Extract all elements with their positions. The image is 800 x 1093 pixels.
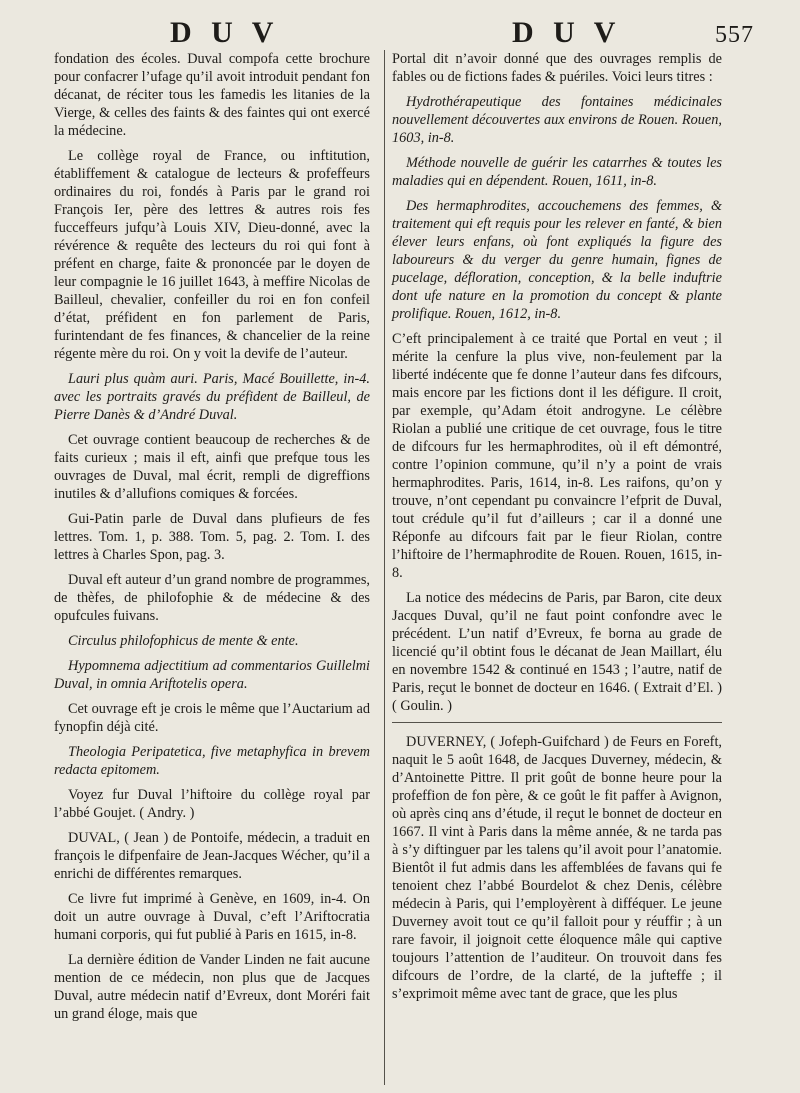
left-column [54,50,370,1030]
paragraph: C’eft principalement à ce traité que Portal en veut ; il mérite la cenfure la plus vive, non-feulement par la liberté indécente que fe donne l’auteur dans fes difcours, mais encore par les fictions dont il les défigure. Il croit, par exemple, qu’Adam étoit androgyne. Le célèbre Riolan a publié une critique de cet ouvrage, fous le titre de difcours fur les hermaphrodites, où il eft démontré, contre l’opinion commune, qu’il n’y a point de vrais hermaphrodites. Paris, 1614, in-8. Les raifons, qu’on y trouve, n’ont cependant pu convaincre l’efprit de Duval, tout crédule qu’il fut d’ailleurs ; car il a donné une Réponfe au difcours fait par le fieur Riolan, contre l’hiftoire de l’hermaphrodite de Rouen. Rouen, 1615, in-8. [392,331,722,581]
column-divider [384,50,385,1085]
paragraph: Cet ouvrage contient beaucoup de recherches & de faits curieux ; mais il eft, ainfi que prefque tous les ouvrages de Duval, mal écrit, rempli de digreffions inutiles & d’allufions comiques & forcées. [54,432,370,502]
paragraph: Des hermaphrodites, accouchemens des femmes, & traitement qui eft requis pour les relever en fanté, & bien élever leurs enfans, où font expliqués la figure des laboureurs & du verger du genre humain, fignes de pucelage, défloration, conception, & la belle induftrie dont ufe nature en la promotion du concept & plante prolifique. Rouen, 1612, in-8. [392,198,722,322]
paragraph: Circulus philofophicus de mente & ente. [68,633,299,649]
paragraph: Theologia Peripatetica, five metaphyfica in brevem redacta epitomem. [54,744,370,778]
paragraph: Voyez fur Duval l’hiftoire du collège royal par l’abbé Goujet. ( Andry. ) [54,787,370,821]
paragraph: Méthode nouvelle de guérir les catarrhes & toutes les maladies qui en dépendent. Rouen, 1611, in-8. [392,155,722,189]
paragraph: Hypomnema adjectitium ad commentarios Guillelmi Duval, in omnia Ariftotelis opera. [54,658,370,692]
paragraph: Duval eft auteur d’un grand nombre de programmes, de thèfes, de philofophie & de médecine & des opufcules fuivans. [54,572,370,624]
paragraph: La dernière édition de Vander Linden ne fait aucune mention de ce médecin, non plus que de Jacques Duval, autre médecin natif d’Evreux, dont Moréri fait un grand éloge, mais que [54,952,370,1022]
section-rule [392,722,722,723]
paragraph: La notice des médecins de Paris, par Baron, cite deux Jacques Duval, qu’il ne faut point confondre avec le précédent. L’un natif d’Evreux, fe borna au grade de licencié qu’il obtint fous le décanat de Jean Maillart, élu en novembre 1542 & continué en 1543 ; l’autre, natif de Paris, reçut le bonnet de docteur en 1646. ( Extrait d’El. ) ( Goulin. ) [392,590,722,714]
paragraph: Le collège royal de France, ou inftitution, établiffement & catalogue de lecteurs & profeffeurs ordinaires du roi, fondés à Paris par le grand roi François Ier, père des lettres & autres rois fes fucceffeurs jufqu’à Louis XIV, Dieu-donné, avec la révérence & requête des lecteurs du roi qui font à préfent en charge, faite & prononcée par le doyen de leur compagnie le 16 juillet 1643, à meffire Nicolas de Bailleul, chevalier, confeiller du roi en fon confeil d’état, préfident en fon parlement de Paris, furintendant de fes finances, & chancelier de la reine régente mère du roi. On y voit la devife de l’auteur. [54,148,370,362]
entry-paragraph: DUVAL, ( Jean ) de Pontoife, médecin, a traduit en françois le difpenfaire de Jean-Jacques Wécher, qu’il a enrichi de différentes remarques. [54,830,370,882]
paragraph: Ce livre fut imprimé à Genève, en 1609, in-4. On doit un autre ouvrage à Duval, c’eft l’Ariftocratia humani corporis, qui fut publié à Paris en 1615, in-8. [54,891,370,943]
left-running-title: D U V [170,16,280,49]
entry-paragraph: DUVERNEY, ( Jofeph-Guifchard ) de Feurs en Foreft, naquit le 5 août 1648, de Jacques Duverney, médecin, & d’Antoinette Pittre. Il prit goût de bonne heure pour la profeffion de fon père, & ce goût le fit paffer à Avignon, où après cinq ans d’étude, il reçut le bonnet de docteur en 1667. Il vint à Paris dans la même année, & ne tarda pas à s’y diftinguer par les talens qu’il avoit pour l’anatomie. Bientôt il fut admis dans les affemblées de favans qui fe tenoient chez l’abbé Bourdelot & chez Denis, célèbre médecin à Paris, qui l’employèrent à difféquer. Le jeune Duverney avoit tout ce qu’il falloit pour y réuffir ; à un rare favoir, il joignoit cette éloquence mâle qui captive toujours l’attention de l’auditeur. On trouvoit dans fes difcours de l’ordre, de la clarté, de la jufteffe ; il s’exprimoit même avec tant de grace, que les plus [392,734,722,1002]
paragraph: Hydrothérapeutique des fontaines médicinales nouvellement découvertes aux environs de Rouen. Rouen, 1603, in-8. [392,94,722,146]
paragraph: Gui-Patin parle de Duval dans plufieurs de fes lettres. Tom. 1, p. 388. Tom. 5, pag. 2. Tom. I. des lettres à Charles Spon, pag. 3. [54,511,370,563]
page-number: 557 [715,22,754,48]
paragraph: Cet ouvrage eft je crois le même que l’Auctarium ad fynopfin déjà cité. [54,701,370,735]
paragraph: fondation des écoles. Duval compofa cette brochure pour confacrer l’ufage qu’il avoit introduit pendant fon décanat, de réciter tous les famedis les litanies de la Vierge, & celles des faints & des faintes qui ont exercé la médecine. [54,51,370,139]
right-column [392,50,722,1010]
paragraph: Lauri plus quàm auri. Paris, Macé Bouillette, in-4. avec les portraits gravés du préfident de Bailleul, de Pierre Danès & d’André Duval. [54,371,370,423]
paragraph: Portal dit n’avoir donné que des ouvrages remplis de fables ou de fictions fades & puériles. Voici leurs titres : [392,51,722,85]
right-running-title: D U V [512,16,622,49]
